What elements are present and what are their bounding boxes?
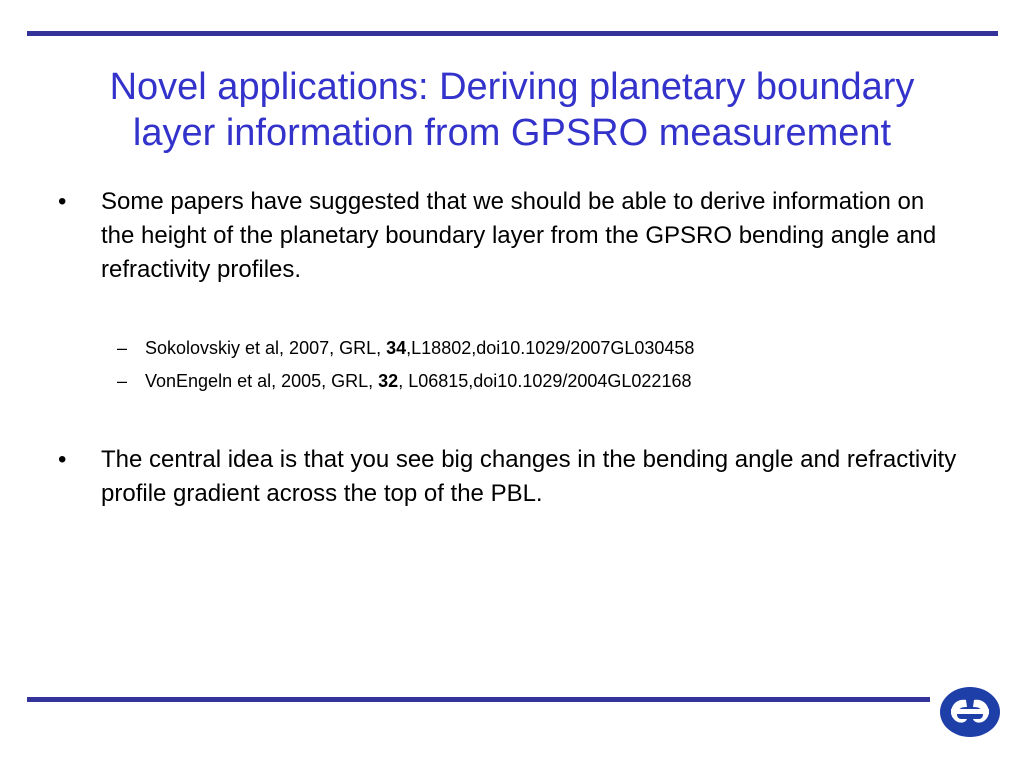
top-divider [27, 31, 998, 36]
bottom-divider [27, 697, 930, 702]
reference-volume: 32 [378, 371, 399, 391]
sub-bullet-marker: – [117, 338, 128, 358]
bullet-marker: • [58, 188, 67, 215]
slide-title [40, 64, 984, 156]
sub-bullet-marker: – [117, 371, 128, 391]
title-line-1: Novel applications: Deriving planetary boundary [109, 66, 915, 108]
reference-item [117, 369, 977, 393]
ecmwf-logo-icon [939, 686, 1001, 738]
bullet-text: The central idea is that you see big changes in the bending angle and refractivity profile gradient across the top of the PBL. [101, 446, 957, 507]
reference-item [117, 336, 977, 360]
bullet-item [58, 185, 958, 287]
reference-volume: 34 [386, 338, 407, 358]
reference-doi: , L06815,doi10.1029/2004GL022168 [398, 371, 692, 391]
bullet-text: Some papers have suggested that we should be able to derive information on the height of the planetary boundary layer from the GPSRO bending angle and refractivity profiles. [101, 188, 937, 283]
reference-authors: VonEngeln et al, 2005, GRL, [145, 371, 379, 391]
reference-authors: Sokolovskiy et al, 2007, GRL, [145, 338, 387, 358]
reference-text [145, 336, 977, 360]
reference-text [145, 369, 977, 393]
reference-doi: ,L18802,doi10.1029/2007GL030458 [406, 338, 695, 358]
title-line-2: layer information from GPSRO measurement [132, 112, 892, 154]
bullet-marker: • [58, 446, 67, 473]
bullet-item [58, 443, 958, 511]
